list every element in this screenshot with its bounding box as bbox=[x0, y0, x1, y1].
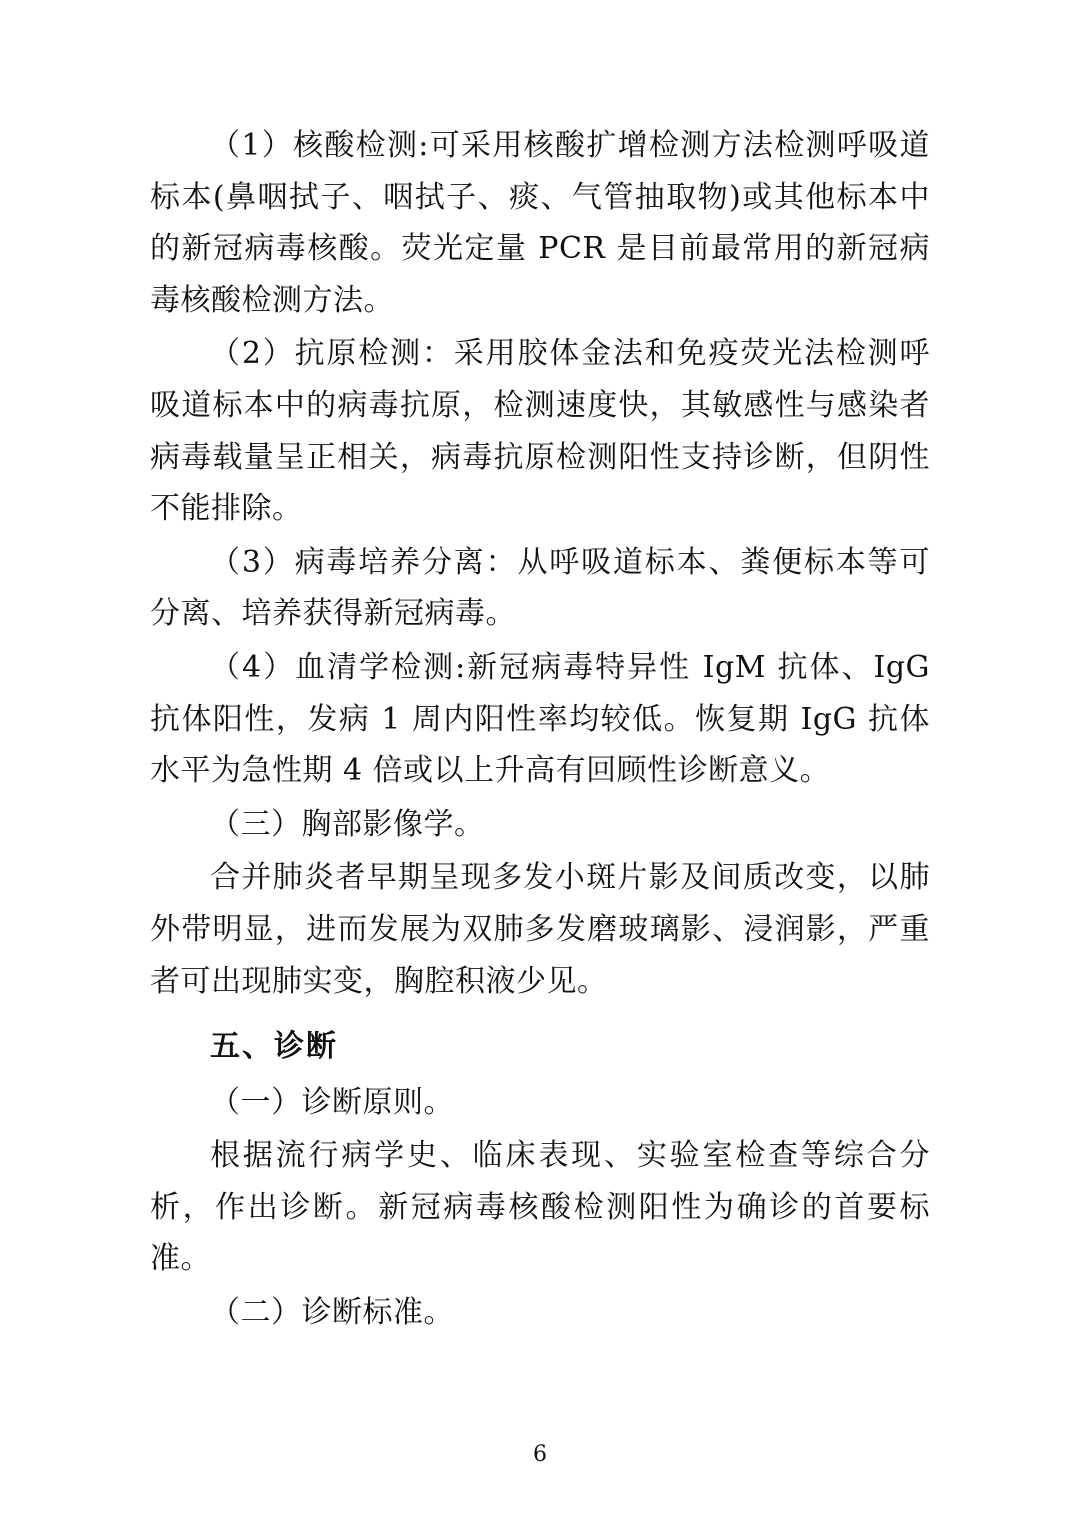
paragraph-chest-imaging-body: 合并肺炎者早期呈现多发小斑片影及间质改变，以肺外带明显，进而发展为双肺多发磨玻璃影、浸润影，严重者可出现肺实变，胸腔积液少见。 bbox=[150, 860, 930, 999]
document-body bbox=[150, 120, 930, 1339]
paragraph-diagnosis-principle-title: （一）诊断原则。 bbox=[210, 1084, 454, 1120]
paragraph-antigen-test: （2）抗原检测：采用胶体金法和免疫荧光法检测呼吸道标本中的病毒抗原，检测速度快，其敏感性与感染者病毒载量呈正相关，病毒抗原检测阳性支持诊断，但阴性不能排除。 bbox=[150, 336, 930, 527]
paragraph-diagnosis-principle-body: 根据流行病学史、临床表现、实验室检查等综合分析，作出诊断。新冠病毒核酸检测阳性为确诊的首要标准。 bbox=[150, 1138, 930, 1277]
paragraph-serology-test: （4）血清学检测:新冠病毒特异性 IgM 抗体、IgG 抗体阳性，发病 1 周内阳性率均较低。恢复期 IgG 抗体水平为急性期 4 倍或以上升高有回顾性诊断意义。 bbox=[150, 649, 930, 789]
paragraph-virus-culture: （3）病毒培养分离：从呼吸道标本、粪便标本等可分离、培养获得新冠病毒。 bbox=[150, 544, 930, 632]
paragraph-chest-imaging-title: （三）胸部影像学。 bbox=[210, 806, 485, 842]
page-number: 6 bbox=[533, 1442, 547, 1467]
paragraph-nucleic-acid-test: （1）核酸检测:可采用核酸扩增检测方法检测呼吸道标本(鼻咽拭子、咽拭子、痰、气管抽取物)或其他标本中的新冠病毒核酸。荧光定量 PCR 是目前最常用的新冠病毒核酸检测方法。 bbox=[150, 128, 930, 318]
paragraph-diagnosis-criteria-title: （二）诊断标准。 bbox=[210, 1295, 454, 1331]
section-heading-diagnosis: 五、诊断 bbox=[210, 1029, 338, 1065]
